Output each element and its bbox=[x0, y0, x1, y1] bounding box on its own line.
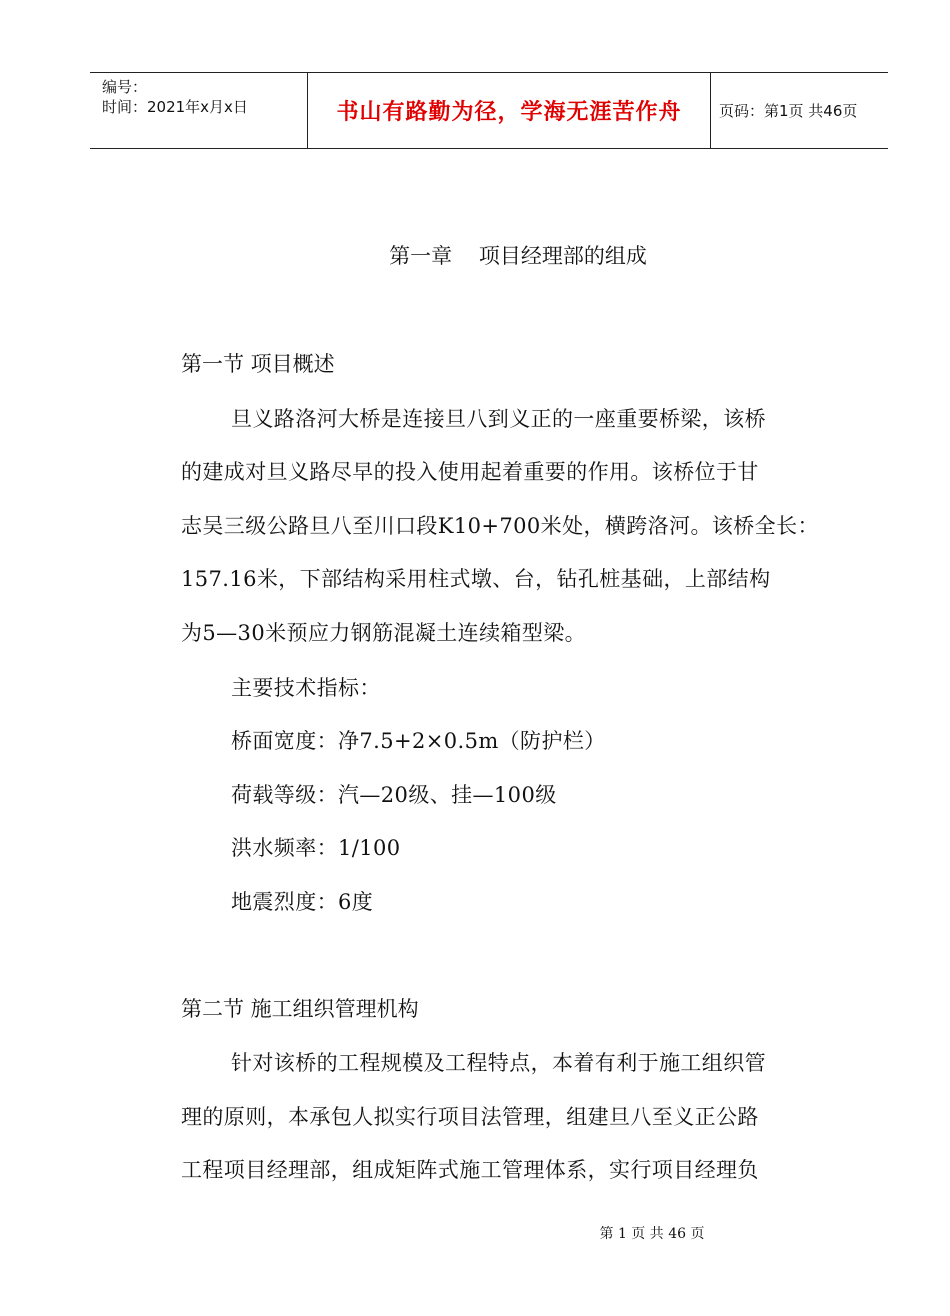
section-1-para-line: 157.16米，下部结构采用柱式墩、台，钻孔桩基础，上部结构 bbox=[181, 567, 771, 591]
section-1-para-line: 的建成对旦义路尽早的投入使用起着重要的作用。该桥位于甘 bbox=[181, 460, 759, 484]
section-1-title: 第一节 项目概述 bbox=[181, 352, 335, 376]
spec-item: 荷载等级：汽—20级、挂—100级 bbox=[231, 783, 557, 807]
section-1-para-line: 旦义路洛河大桥是连接旦八到义正的一座重要桥梁，该桥 bbox=[231, 407, 766, 431]
section-2-title: 第二节 施工组织管理机构 bbox=[181, 997, 419, 1021]
header-meta-cell bbox=[90, 73, 307, 148]
header-page-cell bbox=[711, 73, 888, 148]
section-2-para-line: 针对该桥的工程规模及工程特点，本着有利于施工组织管 bbox=[231, 1051, 766, 1075]
page-info: 页码：第1页 共46页 bbox=[719, 102, 858, 120]
document-header bbox=[90, 72, 888, 149]
header-motto-cell bbox=[307, 73, 711, 148]
section-1-para-line: 为5—30米预应力钢筋混凝土连续箱型梁。 bbox=[181, 621, 587, 645]
spec-item: 洪水频率：1/100 bbox=[231, 836, 401, 860]
time-label: 时间：2021年x月x日 bbox=[102, 98, 248, 116]
specs-title: 主要技术指标： bbox=[231, 676, 381, 700]
code-label: 编号： bbox=[102, 78, 148, 96]
chapter-title: 第一章 项目经理部的组成 bbox=[389, 244, 647, 268]
section-2-para-line: 工程项目经理部，组成矩阵式施工管理体系，实行项目经理负 bbox=[181, 1158, 759, 1182]
spec-item: 地震烈度：6度 bbox=[231, 890, 374, 914]
section-1-para-line: 志吴三级公路旦八至川口段K10+700米处，横跨洛河。该桥全长： bbox=[181, 514, 819, 538]
page-footer: 第 1 页 共 46 页 bbox=[599, 1226, 705, 1242]
spec-item: 桥面宽度：净7.5+2×0.5m（防护栏） bbox=[231, 729, 606, 753]
section-2-para-line: 理的原则，本承包人拟实行项目法管理，组建旦八至义正公路 bbox=[181, 1105, 759, 1129]
motto-text: 书山有路勤为径，学海无涯苦作舟 bbox=[336, 100, 682, 125]
